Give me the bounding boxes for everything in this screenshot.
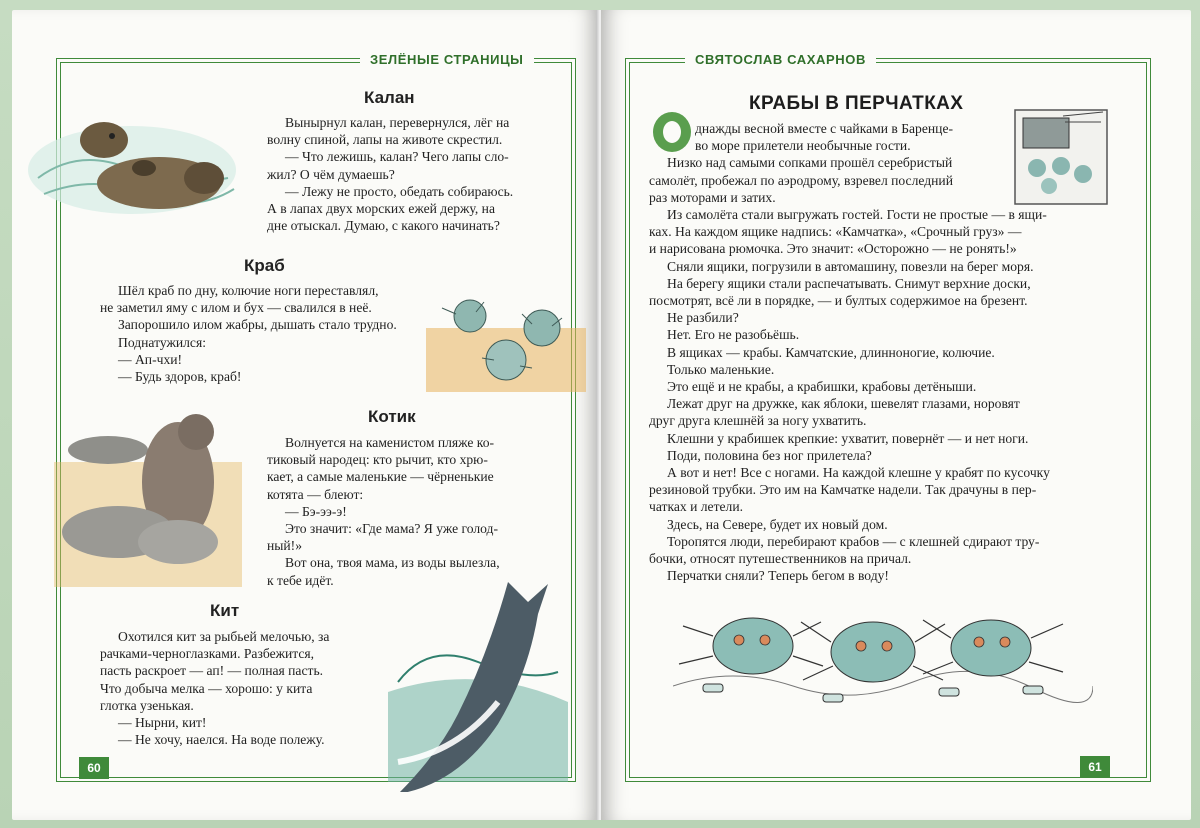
text-line: Клешни у крабишек крепкие: ухватит, повернёт — и нет ноги. <box>667 430 1029 446</box>
crabs-illustration <box>422 288 592 403</box>
fur-seals-illustration <box>48 402 248 597</box>
text-line: Нет. Его не разобьёшь. <box>667 327 800 343</box>
text-line: кает, а самые маленькие — чёрненькие <box>267 469 494 485</box>
text-line: пасть раскроет — ап! — полная пасть. <box>100 663 324 679</box>
right-page-number: 61 <box>1080 756 1110 778</box>
text-line: ках. На каждом ящике надпись: «Камчатка», «Срочный груз» — <box>649 224 1022 240</box>
text-line: друг друга клешнёй за ногу ухватить. <box>649 413 867 429</box>
text-line: волну спиной, лапы на животе скрестил. <box>267 132 503 148</box>
crab-crates-illustration <box>1013 108 1109 211</box>
crabs-group-illustration <box>673 576 1093 751</box>
kit-text <box>100 628 370 748</box>
text-line: Здесь, на Севере, будет их новый дом. <box>667 516 888 532</box>
krab-text <box>100 282 430 385</box>
text-line: Не разбили? <box>667 310 739 326</box>
text-line: самолёт, пробежал по аэродрому, взревел последний <box>649 172 953 188</box>
text-line: Что добыча мелка — хорошо: у кита <box>100 680 313 696</box>
whale-illustration <box>378 572 578 797</box>
left-running-header: ЗЕЛЁНЫЕ СТРАНИЦЫ <box>360 53 534 67</box>
text-line: — Не хочу, наелся. На воде полежу. <box>118 732 325 748</box>
text-line: Шёл краб по дну, колючие ноги переставлял, <box>118 283 379 298</box>
right-page <box>601 10 1191 820</box>
section-title-kotik: Котик <box>368 407 416 426</box>
text-line: Это значит: «Где мама? Я уже голод- <box>285 521 499 537</box>
text-line: бочки, относят путешественников на причал. <box>649 551 912 567</box>
text-line: В ящиках — крабы. Камчатские, длинноногие, колючие. <box>667 344 995 360</box>
text-line: Низко над самыми сопками прошёл серебристый <box>667 155 953 171</box>
text-line: — Ап-чхи! <box>118 351 183 367</box>
text-line: Лежат друг на дружке, как яблоки, шевелят глазами, норовят <box>667 396 1020 412</box>
text-line: Охотился кит за рыбьей мелочью, за <box>118 629 330 644</box>
text-line: — Бэ-ээ-э! <box>285 503 347 519</box>
text-line: резиновой трубки. Это им на Камчатке надели. Так драчуны в пер- <box>649 482 1037 498</box>
section-title-kit: Кит <box>210 601 240 620</box>
text-line: котята — блеют: <box>267 486 364 502</box>
text-line: Перчатки сняли? Теперь бегом в воду! <box>667 568 889 584</box>
text-line: тиковый народец: кто рычит, кто хрю- <box>267 452 488 468</box>
text-line: Из самолёта стали выгружать гостей. Гости не простые — в ящи- <box>667 207 1047 222</box>
text-line: Поди, половина без ног прилетела? <box>667 447 872 463</box>
text-line: Вынырнул калан, перевернулся, лёг на <box>285 115 510 130</box>
text-line: А вот и нет! Все с ногами. На каждой клешне у крабят по кусочку <box>667 465 1050 481</box>
text-line: чатках и летели. <box>649 499 744 515</box>
text-line: — Нырни, кит! <box>118 715 207 731</box>
text-line: На берегу ящики стали распечатывать. Снимут верхние доски, <box>667 275 1031 291</box>
text-line: посмотрят, всё ли в порядке, — и бултых содержимое на брезент. <box>649 293 1028 309</box>
text-line: и нарисована рюмочка. Это значит: «Осторожно — не ронять!» <box>649 241 1017 257</box>
text-line: Волнуется на каменистом пляже ко- <box>285 435 495 450</box>
text-line: Это ещё и не крабы, а крабишки, крабовы детёныши. <box>667 379 977 395</box>
text-line: днажды весной вместе с чайками в Баренце- <box>695 121 954 136</box>
text-line: раз моторами и затих. <box>649 189 776 205</box>
right-running-header: СВЯТОСЛАВ САХАРНОВ <box>685 53 876 67</box>
text-line: — Лежу не просто, обедать собираюсь. <box>285 183 514 199</box>
text-line: А в лапах двух морских ежей держу, на <box>267 201 495 217</box>
kotik-text <box>267 434 559 589</box>
text-line: к тебе идёт. <box>267 572 334 588</box>
story-intro <box>649 120 1013 206</box>
text-line: — Будь здоров, краб! <box>118 369 242 385</box>
text-line: глотка узенькая. <box>100 697 194 713</box>
text-line: ный!» <box>267 538 303 554</box>
left-page-number: 60 <box>79 757 109 779</box>
text-line: Только маленькие. <box>667 361 775 377</box>
text-line: во море прилетели необычные гости. <box>695 138 911 154</box>
text-line: Вот она, твоя мама, из воды вылезла, <box>285 555 500 571</box>
text-line: жил? О чём думаешь? <box>267 166 395 182</box>
text-line: Запорошило илом жабры, дышать стало трудно. <box>118 317 397 333</box>
text-line: Поднатужился: <box>118 334 206 350</box>
text-line: не заметил яму с илом и бух — свалился в неё. <box>100 300 372 316</box>
text-line: дне отыскал. Думаю, с какого начинать? <box>267 218 500 234</box>
text-line: рачками-черноглазками. Разбежится, <box>100 646 315 662</box>
text-line: — Что лежишь, калан? Чего лапы сло- <box>285 149 509 165</box>
text-line: Сняли ящики, погрузили в автомашину, повезли на берег моря. <box>667 258 1034 274</box>
section-title-krab: Краб <box>244 256 285 275</box>
text-line: Торопятся люди, перебирают крабов — с клешней сдирают тру- <box>667 533 1040 549</box>
section-title-kalan: Калан <box>364 88 415 107</box>
kalan-text <box>267 114 559 234</box>
left-page <box>12 10 598 820</box>
story-body <box>649 206 1115 584</box>
sea-otter-illustration <box>24 108 239 233</box>
story-title: КРАБЫ В ПЕРЧАТКАХ <box>749 93 964 114</box>
